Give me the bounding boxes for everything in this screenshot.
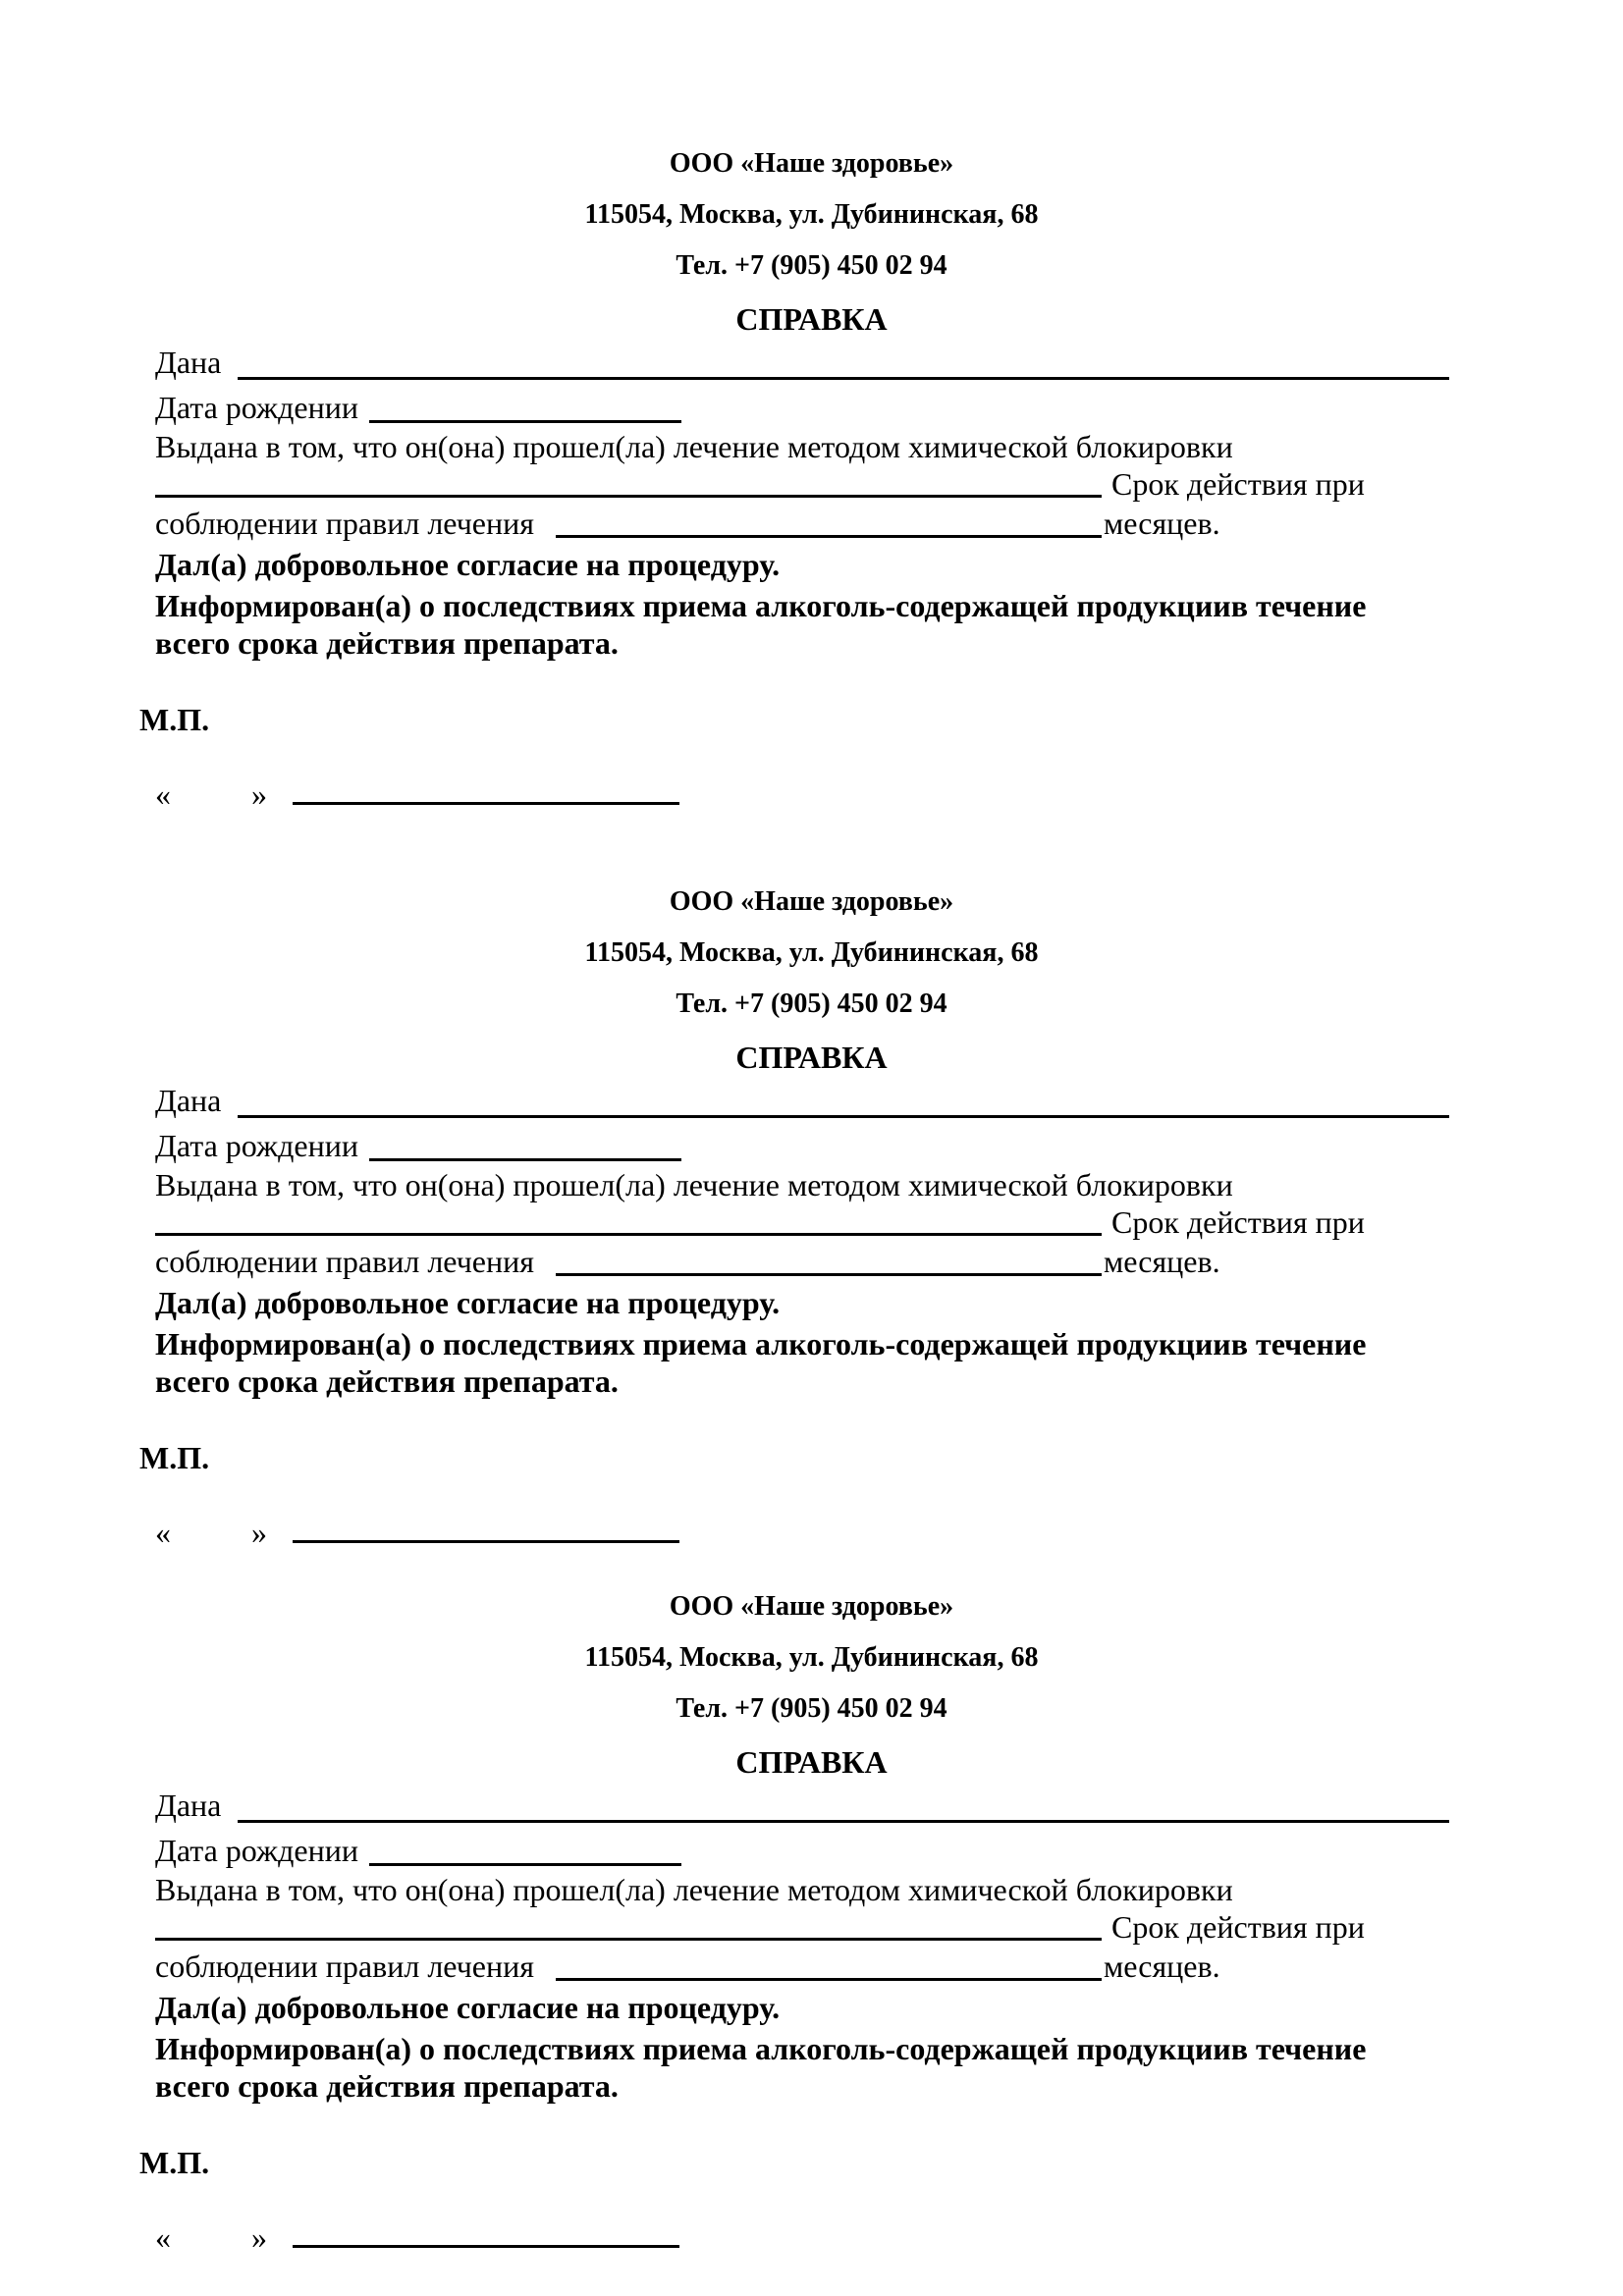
- document-title: СПРАВКА: [735, 1040, 888, 1075]
- treatment-text: Выдана в том, что он(она) прошел(ла) лечение методом химической блокировки: [155, 429, 1233, 464]
- validity-months-field-line[interactable]: [556, 535, 1102, 538]
- date-quote-open: «: [155, 776, 171, 812]
- months-label: месяцев.: [1104, 1244, 1220, 1279]
- consent-statement: Дал(а) добровольное согласие на процедуру.: [155, 547, 781, 582]
- org-phone: Тел. +7 (905) 450 02 94: [676, 250, 947, 281]
- validity-months-field-line[interactable]: [556, 1273, 1102, 1276]
- stamp-place-label: М.П.: [139, 2145, 210, 2180]
- org-name: ООО «Наше здоровье»: [669, 148, 954, 179]
- validity-label: Срок действия при: [1111, 1204, 1365, 1240]
- birth-date-label: Дата рождении: [155, 390, 358, 425]
- stamp-place-label: М.П.: [139, 1440, 210, 1475]
- birth-date-label: Дата рождении: [155, 1128, 358, 1163]
- org-address: 115054, Москва, ул. Дубининская, 68: [584, 937, 1039, 968]
- informed-statement-line-1: Информирован(а) о последствиях приема алкоголь-содержащей продукциив течение: [155, 2031, 1367, 2066]
- given-to-field-line[interactable]: [238, 377, 1449, 380]
- birth-date-field-line[interactable]: [369, 420, 681, 423]
- stamp-place-label: М.П.: [139, 702, 210, 737]
- signature-date-field-line[interactable]: [293, 2245, 679, 2248]
- org-name: ООО «Наше здоровье»: [669, 886, 954, 917]
- given-to-field-line[interactable]: [238, 1820, 1449, 1823]
- date-quote-open: «: [155, 1515, 171, 1550]
- given-to-label: Дана: [155, 345, 222, 380]
- treatment-method-field-line[interactable]: [155, 1938, 1102, 1941]
- validity-label: Срок действия при: [1111, 466, 1365, 502]
- org-name: ООО «Наше здоровье»: [669, 1591, 954, 1622]
- validity-continuation: соблюдении правил лечения: [155, 1244, 534, 1279]
- informed-statement-line-2: всего срока действия препарата.: [155, 625, 619, 661]
- given-to-label: Дана: [155, 1083, 222, 1118]
- org-phone: Тел. +7 (905) 450 02 94: [676, 1693, 947, 1724]
- informed-statement-line-2: всего срока действия препарата.: [155, 2068, 619, 2104]
- months-label: месяцев.: [1104, 506, 1220, 541]
- validity-continuation: соблюдении правил лечения: [155, 1949, 534, 1984]
- birth-date-label: Дата рождении: [155, 1833, 358, 1868]
- treatment-method-field-line[interactable]: [155, 495, 1102, 498]
- informed-statement-line-1: Информирован(а) о последствиях приема алкоголь-содержащей продукциив течение: [155, 1326, 1367, 1362]
- date-quote-open: «: [155, 2219, 171, 2255]
- certificate-form-3: [0, 1443, 1623, 2180]
- certificate-form-1: [0, 0, 1623, 737]
- informed-statement-line-1: Информирован(а) о последствиях приема алкоголь-содержащей продукциив течение: [155, 588, 1367, 623]
- birth-date-field-line[interactable]: [369, 1863, 681, 1866]
- treatment-text: Выдана в том, что он(она) прошел(ла) лечение методом химической блокировки: [155, 1167, 1233, 1202]
- months-label: месяцев.: [1104, 1949, 1220, 1984]
- informed-statement-line-2: всего срока действия препарата.: [155, 1363, 619, 1399]
- validity-continuation: соблюдении правил лечения: [155, 506, 534, 541]
- treatment-method-field-line[interactable]: [155, 1233, 1102, 1236]
- date-quote-close: »: [251, 776, 267, 812]
- given-to-field-line[interactable]: [238, 1115, 1449, 1118]
- document-title: СПРАВКА: [735, 1744, 888, 1780]
- org-address: 115054, Москва, ул. Дубининская, 68: [584, 1642, 1039, 1673]
- certificate-form-2: [0, 738, 1623, 1475]
- birth-date-field-line[interactable]: [369, 1158, 681, 1161]
- document-title: СПРАВКА: [735, 301, 888, 337]
- consent-statement: Дал(а) добровольное согласие на процедуру.: [155, 1285, 781, 1320]
- validity-months-field-line[interactable]: [556, 1978, 1102, 1981]
- validity-label: Срок действия при: [1111, 1909, 1365, 1945]
- date-quote-close: »: [251, 2219, 267, 2255]
- treatment-text: Выдана в том, что он(она) прошел(ла) лечение методом химической блокировки: [155, 1872, 1233, 1907]
- date-quote-close: »: [251, 1515, 267, 1550]
- org-address: 115054, Москва, ул. Дубининская, 68: [584, 199, 1039, 230]
- given-to-label: Дана: [155, 1788, 222, 1823]
- consent-statement: Дал(а) добровольное согласие на процедуру.: [155, 1990, 781, 2025]
- org-phone: Тел. +7 (905) 450 02 94: [676, 988, 947, 1019]
